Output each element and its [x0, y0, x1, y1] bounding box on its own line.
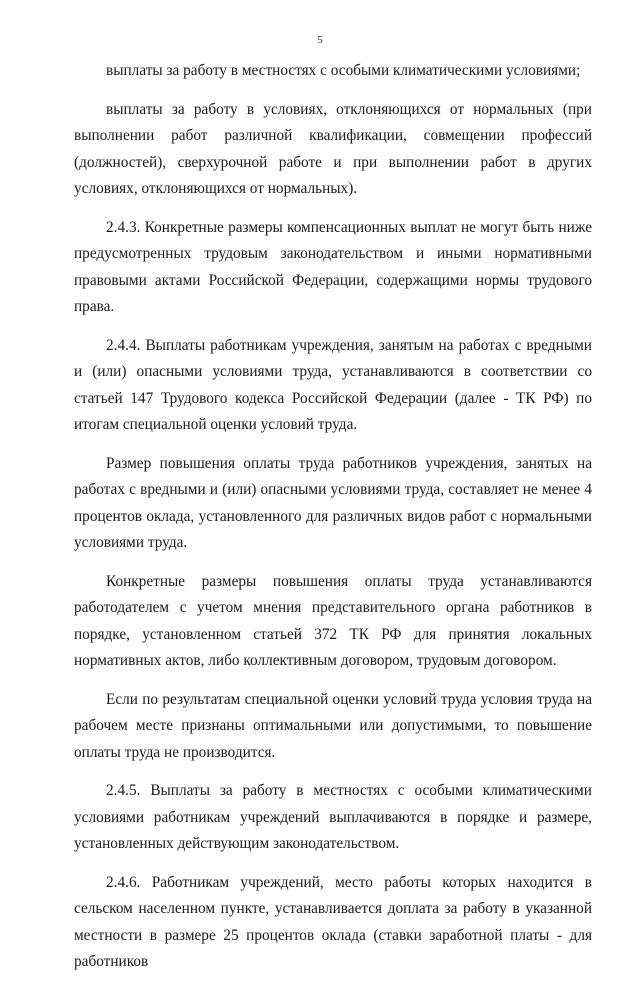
paragraph-2-4-6: 2.4.6. Работникам учреждений, место работы которых находится в сельском населенном пункте, устанавливается доплата за работу в указанной местности в размере 25 процентов оклада (ставки заработной платы - для работников — [74, 873, 592, 970]
paragraph-raise-size: Размер повышения оплаты труда работников учреждения, занятых на работах с вредными и (или) опасными условиями труда, составляет не менее 4 процентов оклада, установленного для различных видов работ с нормальными условиями труда. — [74, 454, 592, 551]
document-body — [74, 58, 592, 988]
page-number: 5 — [317, 34, 323, 46]
paragraph-2-4-3: 2.4.3. Конкретные размеры компенсационных выплат не могут быть ниже предусмотренных трудовым законодательством и иными нормативными правовыми актами Российской Федерации, содержащими нормы трудового права. — [74, 218, 592, 315]
paragraph-2-4-5: 2.4.5. Выплаты за работу в местностях с особыми климатическими условиями работникам учреждений выплачиваются в порядке и размере, установленных действующим законодательством. — [74, 782, 592, 852]
paragraph-optimal-conditions: Если по результатам специальной оценки условий труда условия труда на рабочем месте признаны оптимальными или допустимыми, то повышение оплаты труда не производится. — [74, 690, 592, 761]
paragraph-list-item-climatic: выплаты за работу в местностях с особыми климатическими условиями; — [106, 62, 581, 79]
paragraph-raise-specific: Конкретные размеры повышения оплаты труда устанавливаются работодателем с учетом мнения представительного органа работников в порядке, установленном статьей 372 ТК РФ для принятия локальных нормативных актов, либо коллективным договором, трудовым договором. — [74, 572, 592, 669]
paragraph-list-item-deviating-conditions: выплаты за работу в условиях, отклоняющихся от нормальных (при выполнении работ различной квалификации, совмещении профессий (должностей), сверхурочной работе и при выполнении работ в других условиях, отклоняющихся от нормальных). — [74, 100, 592, 197]
paragraph-2-4-4: 2.4.4. Выплаты работникам учреждения, занятым на работах с вредными и (или) опасными условиями труда, устанавливаются в соответствии со статьей 147 Трудового кодекса Российской Федерации (далее - ТК РФ) по итогам специальной оценки условий труда. — [74, 336, 592, 433]
